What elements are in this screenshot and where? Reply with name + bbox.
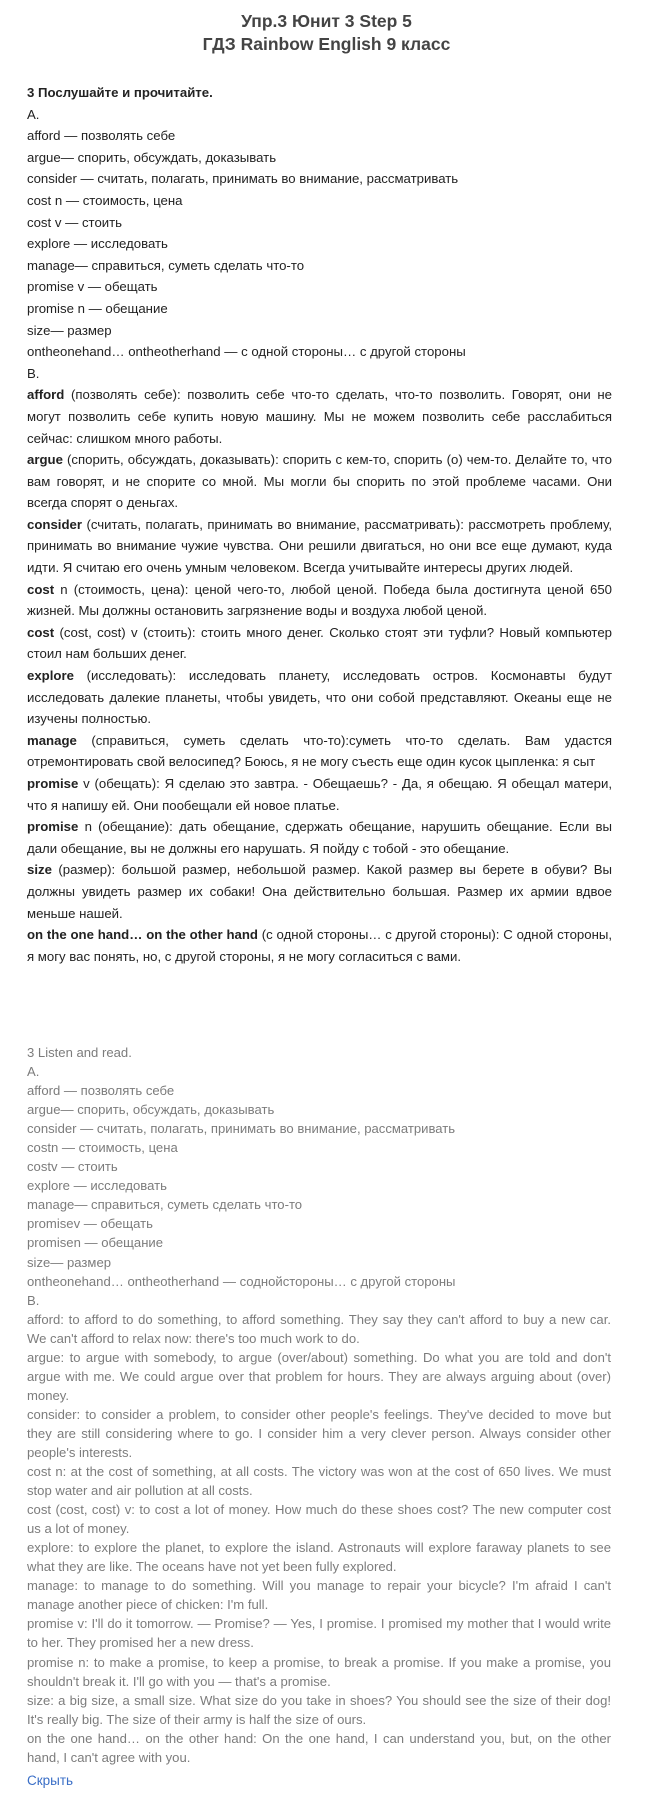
vocab-item: promise v — обещать xyxy=(27,279,158,295)
entry-paragraph xyxy=(27,579,612,622)
russian-label-b: В. xyxy=(27,365,40,381)
entry-paragraph: explore: to explore the planet, to explore the island. Astronauts will explore faraway planets to see what they are like. The oceans have not yet been fully explored. xyxy=(27,1540,611,1575)
entry-text: v (обещать): Я сделаю это завтра. - Обещаешь? - Да, я обещаю. Я обещал матери, что я напишу ей. Они пообещали ей новое платье. xyxy=(27,776,612,813)
russian-entries-list xyxy=(27,384,612,967)
vocab-item: afford — позволять себе xyxy=(27,1083,175,1099)
entry-term: cost xyxy=(27,581,55,597)
vocab-item: ontheonehand… ontheotherhand — с одной стороны… с другой стороны xyxy=(27,344,466,360)
entry-paragraph: promise n: to make a promise, to keep a promise, to break a promise. If you make a promise, you shouldn't break it. I'll go with you — that's a promise. xyxy=(27,1654,611,1689)
english-entries-list xyxy=(27,1310,611,1767)
english-heading: 3 Listen and read. xyxy=(27,1045,132,1060)
vocab-item: costv — стоить xyxy=(27,1159,118,1175)
russian-heading: 3 Послушайте и прочитайте. xyxy=(27,85,213,100)
entry-text: n (стоимость, цена): ценой чего-то, любой ценой. Победа была достигнута ценой 650 жизней. Мы должны остановить загрязнение воды и воздуха любой ценой. xyxy=(27,581,612,619)
entry-term: argue xyxy=(27,452,63,468)
entry-paragraph: size: a big size, a small size. What size do you take in shoes? You should see the size of their dog! It's really big. The size of their army is half the size of ours. xyxy=(27,1692,611,1727)
vocab-item: ontheonehand… ontheotherhand — соднойстороны… с другой стороны xyxy=(27,1273,456,1289)
vocab-item: consider — считать, полагать, принимать во внимание, рассматривать xyxy=(27,171,459,187)
entry-text: (считать, полагать, принимать во внимание, рассматривать): рассмотреть проблему, принимать во внимание чужие чувства. Они решили двигаться, но они все еще думают, куда идти. Я считаю его очень умным человеком. Всегда учитывайте интересы других людей. xyxy=(27,516,612,576)
page-title: Упр.3 Юнит 3 Step 5 xyxy=(241,11,412,31)
vocab-item: size— размер xyxy=(27,322,112,338)
entry-paragraph: on the one hand… on the other hand: On the one hand, I can understand you, but, on the other hand, I can't agree with you. xyxy=(27,1730,611,1765)
vocab-item: argue— спорить, обсуждать, доказывать xyxy=(27,1102,275,1118)
vocab-item: explore — исследовать xyxy=(27,236,168,252)
page-header xyxy=(0,0,653,56)
vocab-item: afford — позволять себе xyxy=(27,128,176,144)
english-vocab-list xyxy=(27,1081,611,1291)
vocab-item: consider — считать, полагать, принимать во внимание, рассматривать xyxy=(27,1121,456,1137)
vocab-item: promisen — обещание xyxy=(27,1235,164,1251)
entry-paragraph: argue: to argue with somebody, to argue (over/about) something. Do what you are told and don't argue with me. We could argue over that problem for hours. They are always arguing about (over) money. xyxy=(27,1349,611,1403)
entry-term: manage xyxy=(27,732,77,748)
vocab-item: manage— справиться, суметь сделать что-то xyxy=(27,257,305,273)
entry-text: n (обещание): дать обещание, сдержать обещание, нарушить обещание. Если вы дали обещание, вы не должны его нарушать. Я пойду с тобой - это обещание. xyxy=(27,819,612,856)
entry-paragraph xyxy=(27,384,612,449)
entry-paragraph xyxy=(27,773,612,816)
entry-term: afford xyxy=(27,387,65,403)
entry-text: (спорить, обсуждать, доказывать): спорить с кем-то, спорить (о) чем-то. Делайте то, что вам говорят, и не спорите со мной. Мы могли бы спорить по этой проблеме часами. Они всегда спорят о деньгах. xyxy=(27,452,612,511)
entry-paragraph xyxy=(27,924,612,967)
vocab-item: explore — исследовать xyxy=(27,1178,167,1194)
entry-paragraph: consider: to consider a problem, to consider other people's feelings. They've decided to move but they are still considering where to go. I consider him a very clever person. Always consider other people's interests. xyxy=(27,1406,611,1460)
entry-text: (размер): большой размер, небольшой размер. Какой размер вы берете в обуви? Вы должны увидеть размер их собаки! Она действительно большая. Размер их армии вдвое меньше нашей. xyxy=(27,862,612,921)
entry-term: size xyxy=(27,862,52,878)
english-label-a: A. xyxy=(27,1064,40,1080)
vocab-item: argue— спорить, обсуждать, доказывать xyxy=(27,149,277,165)
entry-paragraph xyxy=(27,730,612,773)
russian-section xyxy=(27,82,612,967)
vocab-item: size— размер xyxy=(27,1254,112,1270)
entry-text: (справиться, суметь сделать что-то):суметь что-то сделать. Вам удастся отремонтировать свой велосипед? Боюсь, я не могу съесть еще один кусок цыпленка: я сыт xyxy=(27,732,612,770)
entry-term: cost xyxy=(27,624,55,640)
entry-paragraph xyxy=(27,622,612,665)
vocab-item: cost n — стоимость, цена xyxy=(27,192,183,208)
vocab-item: cost v — стоить xyxy=(27,214,123,230)
russian-label-a: А. xyxy=(27,106,40,122)
entry-term: explore xyxy=(27,668,74,684)
entry-paragraph: cost (cost, cost) v: to cost a lot of money. How much do these shoes cost? The new computer cost us a lot of money. xyxy=(27,1502,611,1537)
entry-term: on the one hand… on the other hand xyxy=(27,927,258,943)
entry-paragraph: manage: to manage to do something. Will you manage to repair your bicycle? I'm afraid I can't manage another piece of chicken: I'm full. xyxy=(27,1578,611,1613)
english-label-b: B. xyxy=(27,1292,40,1308)
entry-term: consider xyxy=(27,516,82,532)
entry-paragraph xyxy=(27,514,612,579)
entry-text: (cost, cost) v (стоить): стоить много денег. Сколько стоят эти туфли? Новый компьютер стоил нам больших денег. xyxy=(27,624,612,662)
entry-term: promise xyxy=(27,776,79,791)
entry-paragraph: promise v: I'll do it tomorrow. — Promise? — Yes, I promise. I promised my mother that I would write to her. They promised her a new dress. xyxy=(27,1616,611,1651)
entry-text: (с одной стороны… с другой стороны): С одной стороны, я могу вас понять, но, с другой стороны, я не могу согласиться с вами. xyxy=(27,927,612,964)
entry-paragraph xyxy=(27,816,612,859)
entry-term: promise xyxy=(27,819,79,835)
entry-paragraph: afford: to afford to do something, to afford something. They say they can't afford to buy a new car. We can't afford to relax now: there's too much work to do. xyxy=(27,1311,611,1346)
english-section xyxy=(27,1043,611,1767)
vocab-item: costn — стоимость, цена xyxy=(27,1140,178,1156)
entry-paragraph: cost n: at the cost of something, at all costs. The victory was won at the cost of 650 lives. We must stop water and air pollution at all costs. xyxy=(27,1464,611,1499)
entry-paragraph xyxy=(27,665,612,730)
vocab-item: promisev — обещать xyxy=(27,1216,153,1232)
page-subtitle: ГДЗ Rainbow English 9 класс xyxy=(202,34,451,54)
entry-paragraph xyxy=(27,449,612,514)
entry-text: (исследовать): исследовать планету, исследовать остров. Космонавты будут исследовать далекие планеты, чтобы увидеть, что они собой представляют. Океаны еще не изучены полностью. xyxy=(27,668,612,727)
russian-vocab-list xyxy=(27,125,612,363)
vocab-item: promise n — обещание xyxy=(27,300,168,316)
entry-paragraph xyxy=(27,859,612,924)
entry-text: (позволять себе): позволить себе что-то сделать, что-то позволить. Говорят, они не могут позволить себе купить новую машину. Мы не можем позволить себе расслабиться сейчас: слишком много работы. xyxy=(27,387,612,446)
vocab-item: manage— справиться, суметь сделать что-то xyxy=(27,1197,303,1213)
hide-link[interactable]: Скрыть xyxy=(27,1773,74,1788)
